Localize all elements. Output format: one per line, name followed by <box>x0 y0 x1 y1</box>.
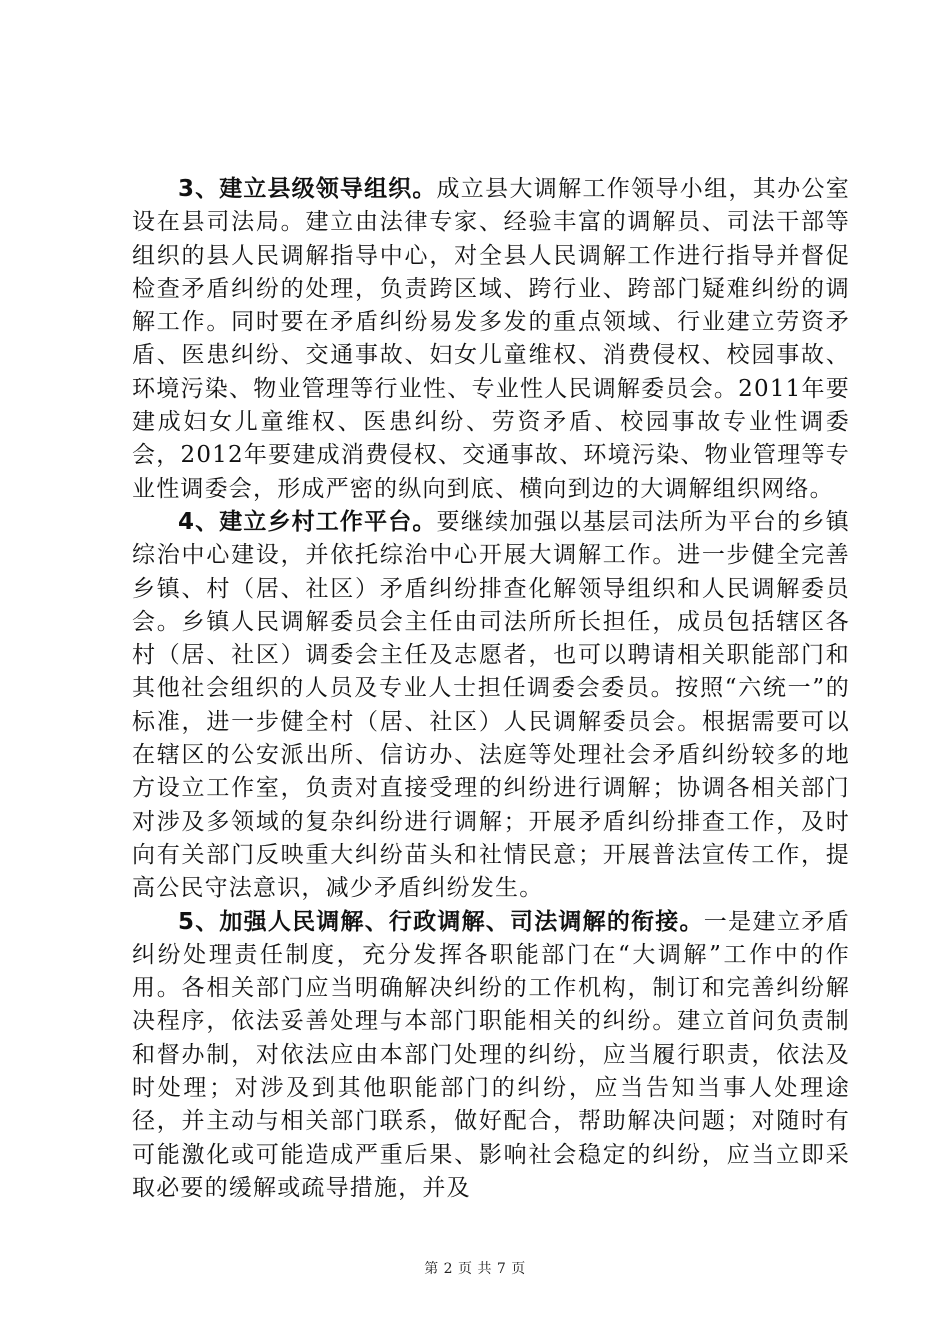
paragraph-3-text: 成立县大调解工作领导小组，其办公室设在县司法局。建立由法律专家、经验丰富的调解员、司法干部等组织的县人民调解指导中心，对全县人民调解工作进行指导并督促检查矛盾纠纷的处理，负责跨区域、跨行业、跨部门疑难纠纷的调解工作。同时要在矛盾纠纷易发多发的重点领域、行业建立劳资矛盾、医患纠纷、交通事故、妇女儿童维权、消费侵权、校园事故、环境污染、物业管理等行业性、专业性人民调解委员会。2011年要建成妇女儿童维权、医患纠纷、劳资矛盾、校园事故专业性调委会，2012年要建成消费侵权、交通事故、环境污染、物业管理等专业性调委会，形成严密的纵向到底、横向到边的大调解组织网络。 <box>132 176 850 502</box>
paragraph-5 <box>132 906 850 1206</box>
paragraph-4 <box>132 506 850 906</box>
paragraph-4-text: 要继续加强以基层司法所为平台的乡镇综治中心建设，并依托综治中心开展大调解工作。进一步健全完善乡镇、村（居、社区）矛盾纠纷排查化解领导组织和人民调解委员会。乡镇人民调解委员会主任由司法所所长担任，成员包括辖区各村（居、社区）调委会主任及志愿者，也可以聘请相关职能部门和其他社会组织的人员及专业人士担任调委会委员。按照“六统一”的标准，进一步健全村（居、社区）人民调解委员会。根据需要可以在辖区的公安派出所、信访办、法庭等处理社会矛盾纠纷较多的地方设立工作室，负责对直接受理的纠纷进行调解；协调各相关部门对涉及多领域的复杂纠纷进行调解；开展矛盾纠纷排查工作，及时向有关部门反映重大纠纷苗头和社情民意；开展普法宣传工作，提高公民守法意识，减少矛盾纠纷发生。 <box>132 508 850 902</box>
page-footer: 第 2 页 共 7 页 <box>424 1261 526 1277</box>
paragraph-3-heading: 3、建立县级领导组织。 <box>178 176 437 202</box>
paragraph-3 <box>132 173 850 506</box>
paragraph-5-text: 一是建立矛盾纠纷处理责任制度，充分发挥各职能部门在“大调解”工作中的作用。各相关部门应当明确解决纠纷的工作机构，制订和完善纠纷解决程序，依法妥善处理与本部门职能相关的纠纷。建立首问负责制和督办制，对依法应由本部门处理的纠纷，应当履行职责，依法及时处理；对涉及到其他职能部门的纠纷，应当告知当事人处理途径，并主动与相关部门联系，做好配合，帮助解决问题；对随时有可能激化或可能造成严重后果、影响社会稳定的纠纷，应当立即采取必要的缓解或疏导措施，并及 <box>132 908 850 1201</box>
document-body <box>132 173 850 1205</box>
paragraph-5-heading: 5、加强人民调解、行政调解、司法调解的衔接。 <box>178 908 704 935</box>
paragraph-4-heading: 4、建立乡村工作平台。 <box>178 508 437 535</box>
